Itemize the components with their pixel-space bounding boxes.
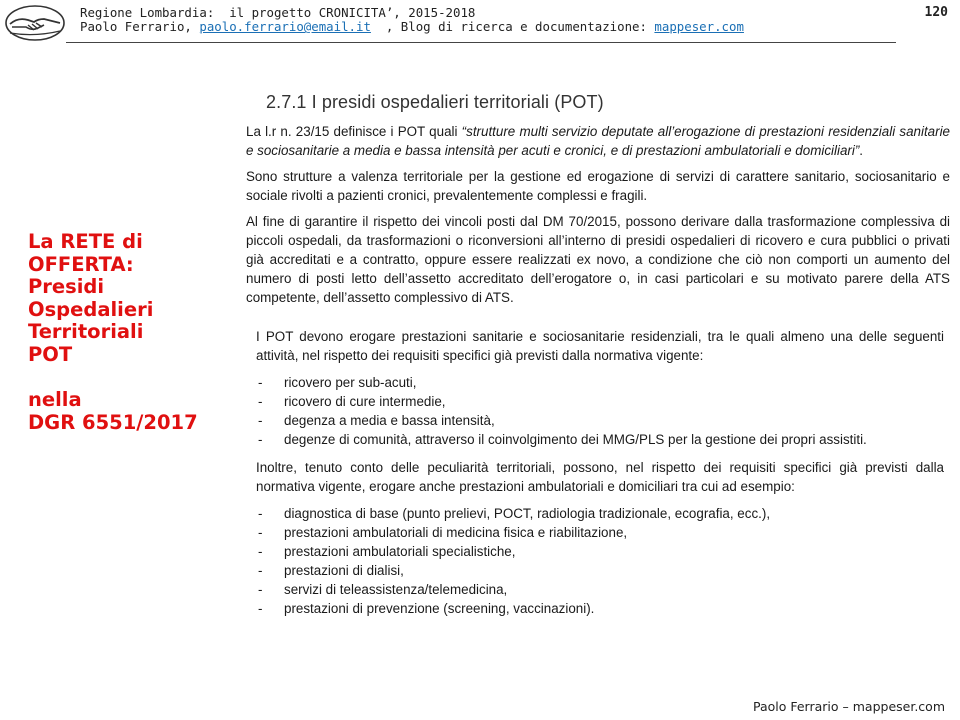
list-item: - prestazioni di prevenzione (screening, vaccinazioni). [256,599,958,618]
list-item: - degenze di comunità, attraverso il coinvolgimento dei MMG/PLS per la gestione dei propri assistiti. [256,430,958,449]
side-title-line: POT [28,342,73,366]
para1-quote: “strutture multi servizio deputate all’erogazione di prestazioni residenziali sanitarie e sociosanitarie a media e bassa intensità per acuti e cronici, e di prestazioni ambulatoriali e domiciliari” [246,124,950,158]
side-title-line: La RETE di [28,230,143,253]
paragraph-activities: I POT devono erogare prestazioni sanitarie e sociosanitarie residenziali, tra le quali almeno una delle seguenti attività, nel rispetto dei requisiti specifici già previsti dalla normativa vigente: [256,329,944,363]
list-item: - ricovero di cure intermedie, [256,392,958,411]
paragraph-structures: Sono strutture a valenza territoriale per la gestione ed erogazione di servizi di carattere sanitario, sociosanitario e sociale rivolti a pazienti cronici, prevalentemente complessi e fragili. [246,169,950,203]
paragraph-outpatient: Inoltre, tenuto conto delle peculiarità territoriali, possono, nel rispetto dei requisiti specifici già previsti dalla normativa vigente, erogare anche prestazioni ambulatoriali e domiciliari tra cui ad esempio: [256,460,944,494]
side-title-line: nella [28,388,82,411]
header-author: Paolo Ferrario, [80,19,200,34]
list-item: - servizi di teleassistenza/telemedicina, [256,580,958,599]
list-item: - prestazioni di dialisi, [256,561,958,580]
list-item: - diagnostica di base (punto prelievi, POCT, radiologia tradizionale, ecografia, ecc.), [256,504,958,523]
paragraph-constraints: Al fine di garantire il rispetto dei vincoli posti dal DM 70/2015, possono derivare dalla trasformazione complessiva di piccoli ospedali, da trasformazioni o riconversioni all’interno di presidi ospedalieri di ricovero e cura pubblici o privati già accreditati e a contratto, oppure essere realizzati ex novo, a condizione che ciò non comporti un aumento del numero di posti letto dell’assetto accreditato dell’erogatore o, in casi particolari e su motivato parere della ATS competente, dell’assetto complessivo di ATS. [246,214,950,305]
email-link[interactable]: paolo.ferrario@email.it [199,19,371,34]
para1-lead: La l.r n. 23/15 definisce i POT quali [246,124,462,139]
header-divider [66,42,896,43]
site-link[interactable]: mappeser.com [654,19,744,34]
header-line1: Regione Lombardia: il progetto CRONICITA’, 2015-2018 [80,5,476,20]
document-block-activities [246,327,958,618]
document-excerpt [246,90,958,627]
list-item: - prestazioni ambulatoriali di medicina fisica e riabilitazione, [256,523,958,542]
header-text [80,6,744,34]
list-item: - prestazioni ambulatoriali specialistiche, [256,542,958,561]
side-title-line: OFFERTA: [28,252,134,276]
side-title-line: Territoriali [28,320,144,343]
side-title-line: Ospedalieri [28,297,154,321]
document-block-definition [246,122,958,307]
outpatient-list [256,504,958,618]
side-title-line: DGR 6551/2017 [28,410,198,434]
side-title [28,231,238,434]
handshake-logo-icon [4,4,66,42]
para1-end: . [859,143,864,158]
side-title-line: Presidi [28,275,105,298]
page-number: 120 [924,5,948,20]
list-item: - ricovero per sub-acuti, [256,373,958,392]
side-title-spacer [28,366,238,389]
activities-list [256,373,958,449]
footer-credit: Paolo Ferrario – mappeser.com [752,699,945,714]
paragraph-definition [246,122,958,160]
header-blog-label: , Blog di ricerca e documentazione: [370,19,655,34]
section-title: 2.7.1 I presidi ospedalieri territoriali (POT) [266,92,604,112]
list-item: - degenza a media e bassa intensità, [256,411,958,430]
